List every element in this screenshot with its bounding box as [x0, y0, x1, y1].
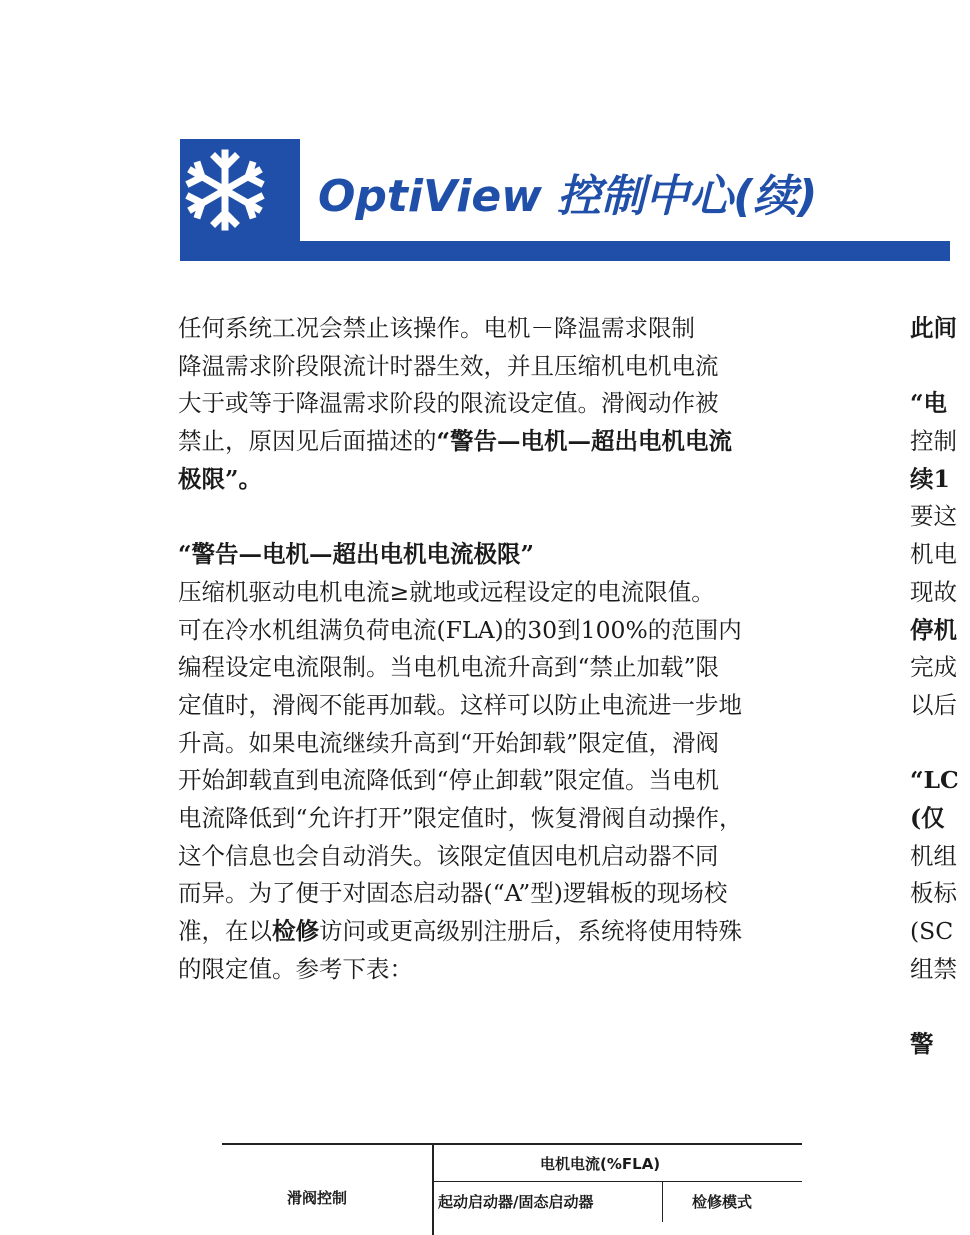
text-span: 禁止，原因见后面描述的	[178, 427, 437, 456]
table-header-motor-current: 电机电流(%FLA)	[540, 1155, 661, 1173]
right-line: 机组	[910, 841, 957, 870]
right-line: 此间	[910, 314, 957, 342]
right-line: 机电	[910, 540, 957, 569]
text-span: 准，在以	[178, 917, 272, 945]
paragraph-line: 可在冷水机组满负荷电流(FLA)的30到100%的范围内	[178, 615, 742, 644]
text-span: 访问或更高级别注册后，系统将使用特殊	[319, 917, 742, 945]
paragraph-line: 升高。如果电流继续升高到“开始卸载”限定值，滑阀	[178, 728, 720, 757]
paragraph-line: 电流降低到“允许打开”限定值时，恢复滑阀自动操作，	[178, 803, 743, 832]
right-line: “电	[910, 389, 948, 418]
paragraph-line: 而异。为了便于对固态启动器(“A”型)逻辑板的现场校	[178, 879, 728, 908]
right-line	[910, 988, 970, 1026]
right-line: 停机	[910, 615, 957, 644]
right-line: 现故	[910, 577, 957, 606]
bold-term: 检修	[272, 917, 319, 945]
right-line: 控制	[910, 427, 957, 456]
right-line: (SC	[910, 917, 954, 945]
table-top-rule	[222, 1143, 802, 1145]
left-column	[178, 310, 848, 988]
table-header-rule	[432, 1181, 802, 1182]
paragraph-line: 降温需求阶段限流计时器生效，并且压缩机电机电流	[178, 351, 719, 380]
right-line: 警	[910, 1030, 934, 1059]
paragraph-line	[178, 913, 848, 951]
right-line	[910, 348, 970, 386]
right-line: (仅	[910, 803, 945, 832]
table-divider	[432, 1145, 434, 1235]
bold-reference: “警告—电机—超出电机电流	[436, 427, 733, 456]
paragraph-line: 的限定值。参考下表：	[178, 954, 413, 983]
right-column	[910, 310, 970, 1064]
right-line	[910, 725, 970, 763]
table-header-slide-valve: 滑阀控制	[287, 1189, 348, 1207]
paragraph-line: 定值时，滑阀不能再加载。这样可以防止电流进一步地	[178, 690, 742, 719]
page-title: OptiView 控制中心(续)	[318, 171, 818, 222]
right-line: 组禁	[910, 954, 957, 983]
paragraph-line: 大于或等于降温需求阶段的限流设定值。滑阀动作被	[178, 389, 719, 418]
right-line: 以后	[910, 690, 957, 719]
paragraph-line: 编程设定电流限制。当电机电流升高到“禁止加载”限	[178, 653, 720, 682]
section-heading: “警告—电机—超出电机电流极限”	[178, 540, 535, 569]
current-limit-table	[222, 1143, 802, 1233]
paragraph-line	[178, 423, 848, 461]
header-underline	[180, 241, 950, 261]
right-line: 要这	[910, 502, 957, 531]
right-line: 续1	[910, 464, 950, 493]
paragraph-line: 这个信息也会自动消失。该限定值因电机启动器不同	[178, 841, 719, 870]
table-subdivider	[662, 1182, 663, 1222]
right-line: 板标	[910, 879, 957, 908]
right-line: “LC	[910, 766, 959, 795]
right-line: 完成	[910, 653, 957, 682]
table-subheader-starter: 起动启动器/固态启动器	[438, 1193, 594, 1211]
paragraph-line: 任何系统工况会禁止该操作。电机－降温需求限制	[178, 314, 695, 342]
paragraph-line: 开始卸载直到电流降低到“停止卸载”限定值。当电机	[178, 766, 720, 795]
paragraph-line: 压缩机驱动电机电流≥就地或远程设定的电流限值。	[178, 577, 715, 606]
snowflake-icon	[180, 145, 270, 235]
logo	[180, 139, 300, 241]
table-subheader-service: 检修模式	[692, 1193, 753, 1211]
paragraph-line: 极限”。	[178, 464, 263, 493]
